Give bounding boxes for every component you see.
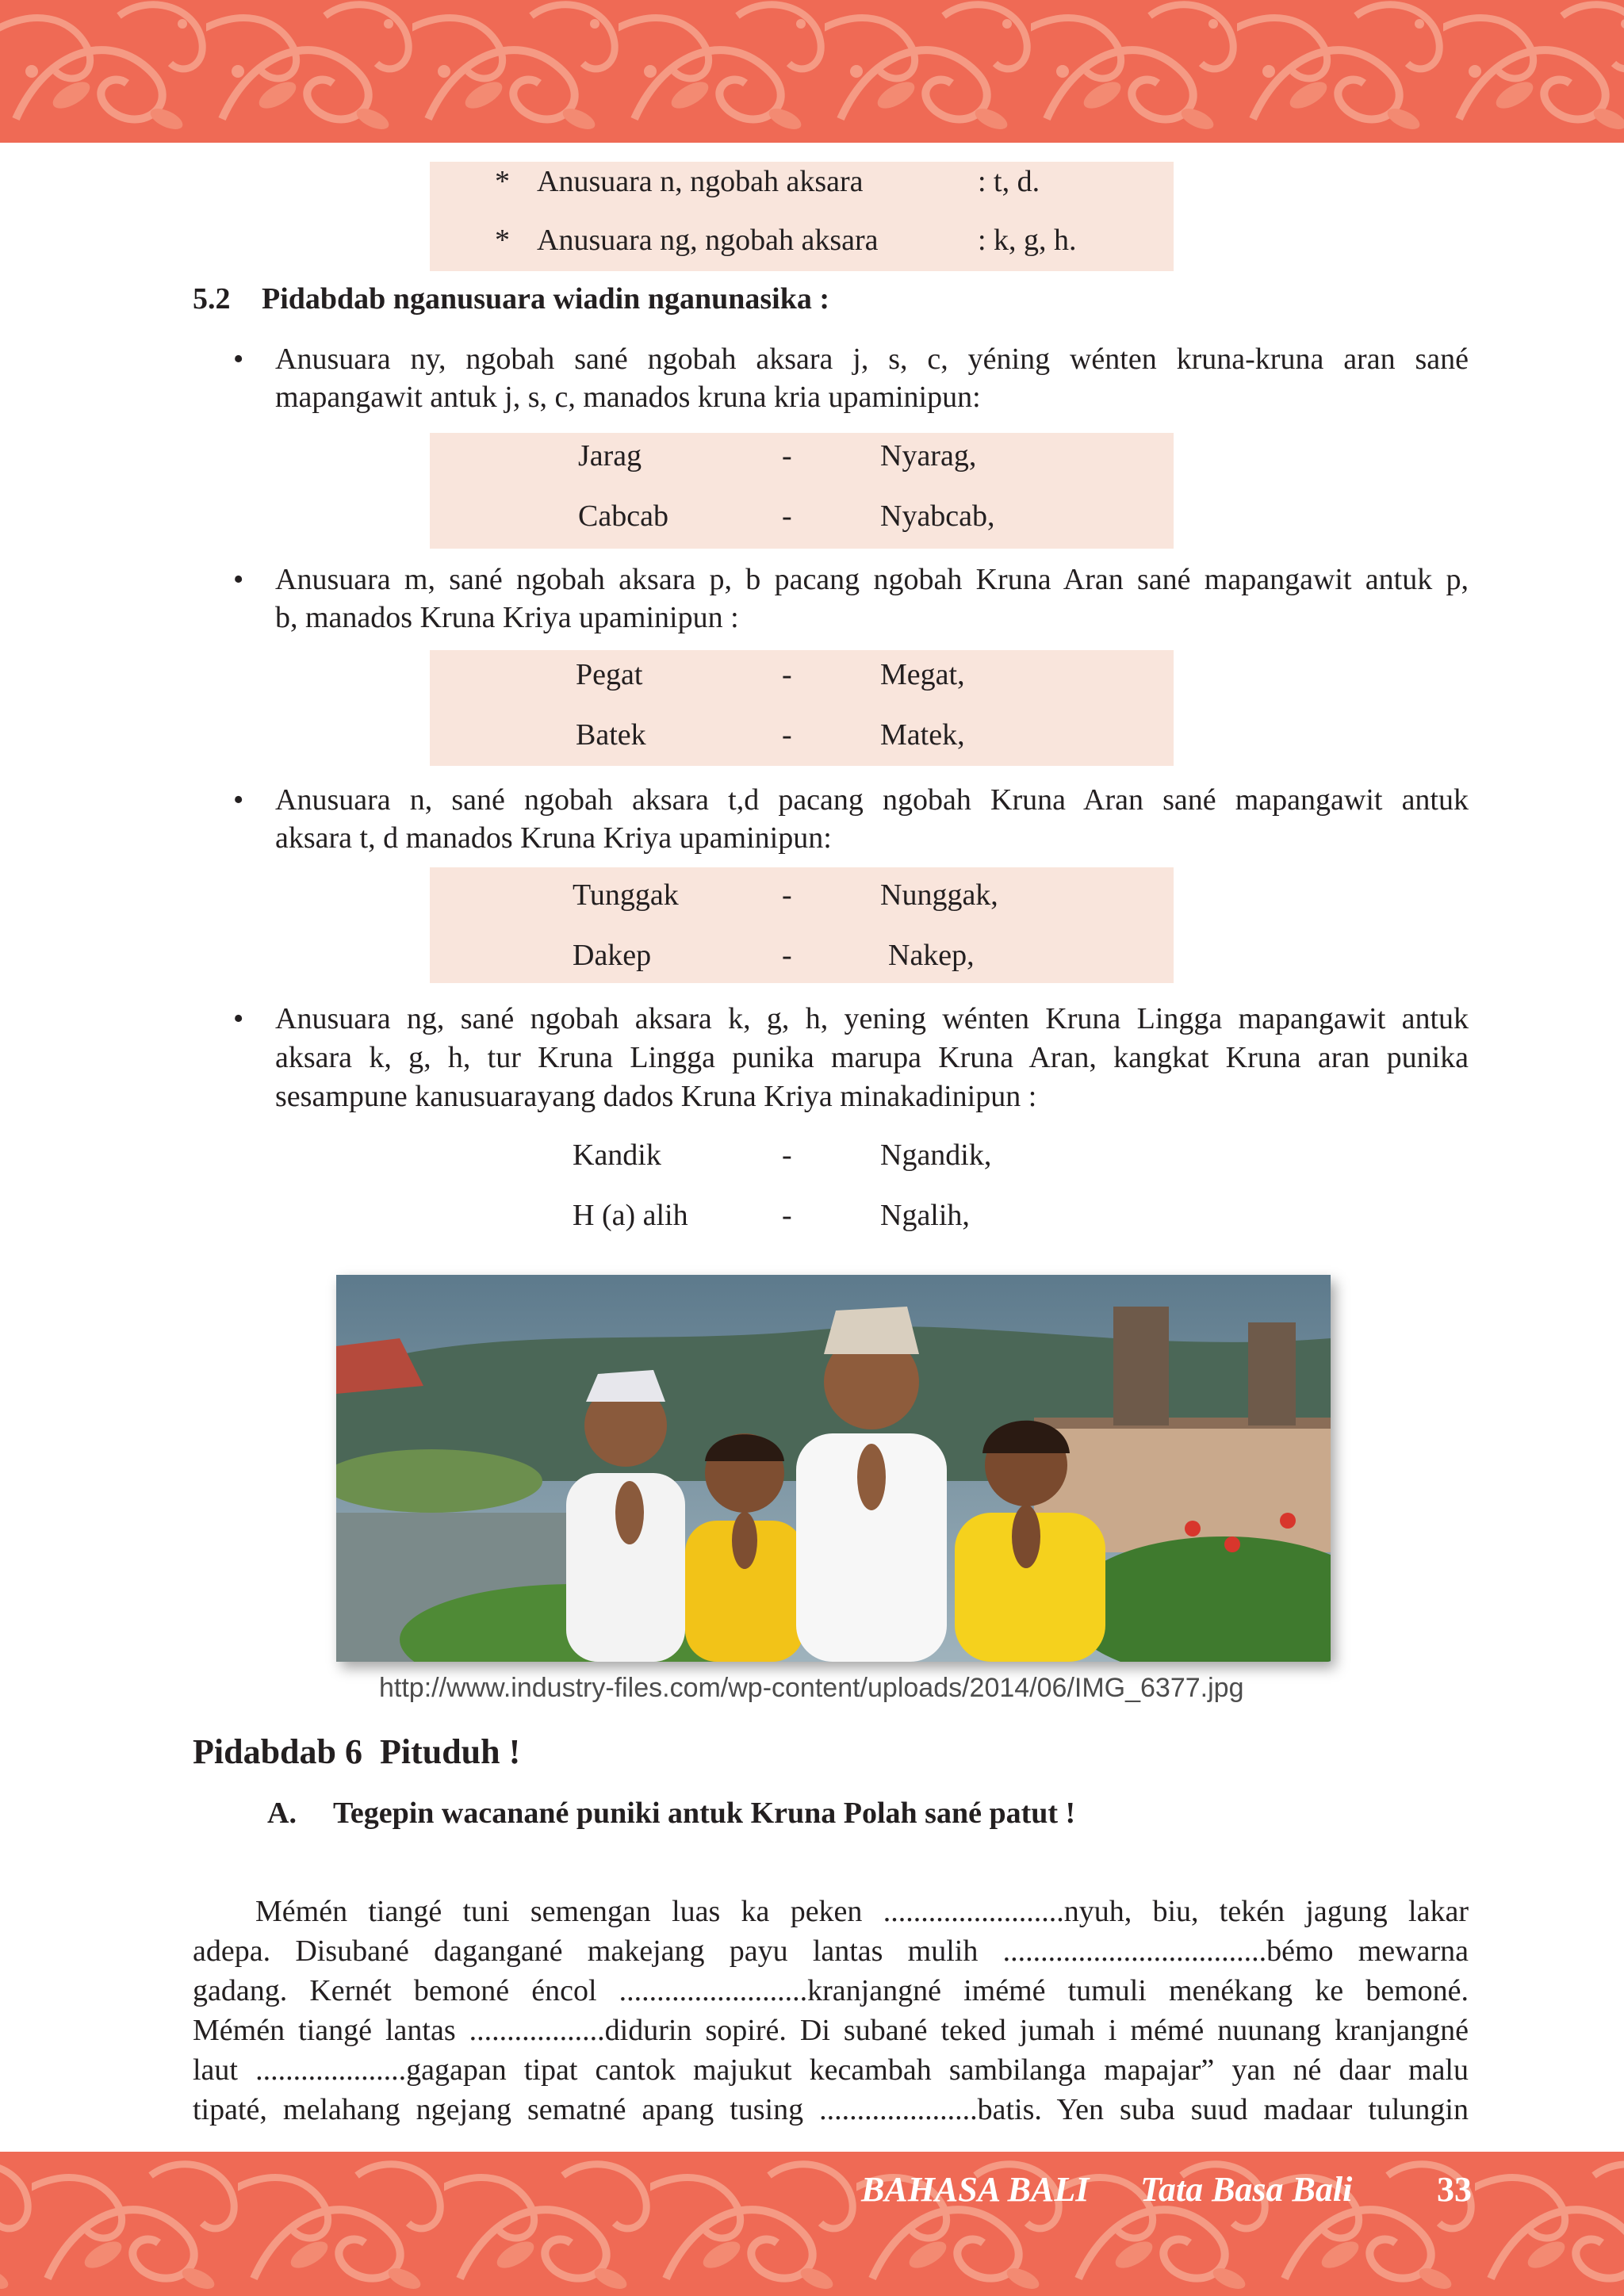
exercise-line: adepa. Disubané dagangané makejang payu lantas mulih ...................................bémo mewarna — [193, 1934, 1469, 1968]
example-result: Nyabcab, — [880, 499, 995, 533]
example-result: Nyarag, — [880, 439, 977, 473]
example-dash: - — [782, 878, 792, 912]
example-result: Nakep, — [888, 939, 975, 972]
exercise-line: gadang. Kernét bemoné éncol .........................kranjangné imémé tumuli menékang ke bemoné. — [193, 1974, 1469, 2007]
example-result: Ngalih, — [880, 1199, 970, 1232]
bottom-decorative-band — [0, 2152, 1624, 2296]
exercise-sub-letter: A. — [267, 1797, 297, 1830]
example-word: Pegat — [576, 658, 643, 691]
example-word: Tunggak — [573, 878, 679, 912]
bullet-marker: • — [233, 1002, 244, 1035]
example-dash: - — [782, 439, 792, 473]
example-result: Ngandik, — [880, 1138, 992, 1172]
page-number: 33 — [1437, 2170, 1472, 2209]
example-dash: - — [782, 939, 792, 972]
example-word: Jarag — [578, 439, 642, 473]
section-number: 5.2 — [193, 282, 231, 316]
batik-pattern-bottom — [0, 2152, 1624, 2296]
exercise-line: Mémén tiangé lantas ..................didurin sopiré. Di subané teked jumah i mémé nuunang kranjangné — [193, 2014, 1469, 2047]
example-dash: - — [782, 1138, 792, 1172]
bullet-marker: • — [233, 563, 244, 596]
exercise-line: Mémén tiangé tuni semengan luas ka peken ........................nyuh, biu, tekén jagung lakar — [255, 1895, 1469, 1928]
bullet-line: Anusuara m, sané ngobah aksara p, b pacang ngobah Kruna Aran sané mapangawit antuk p, — [275, 563, 1469, 596]
example-word: H (a) alih — [573, 1199, 688, 1232]
footer-book-title: BAHASA BALI — [861, 2170, 1090, 2209]
photo-illustration — [336, 1275, 1331, 1662]
table-value: : k, g, h. — [978, 224, 1077, 257]
bullet-line: Anusuara ng, sané ngobah aksara k, g, h, yening wénten Kruna Lingga mapangawit antuk — [275, 1002, 1469, 1035]
example-result: Megat, — [880, 658, 965, 691]
example-result: Nunggak, — [880, 878, 998, 912]
example-word: Kandik — [573, 1138, 661, 1172]
example-dash: - — [782, 499, 792, 533]
photo-caption: http://www.industry-files.com/wp-content/uploads/2014/06/IMG_6377.jpg — [379, 1673, 1244, 1703]
table-value: : t, d. — [978, 165, 1040, 198]
table-mark: * — [495, 165, 510, 198]
batik-pattern-top — [0, 0, 1624, 143]
bullet-line: Anusuara ny, ngobah sané ngobah aksara j, s, c, yéning wénten kruna-kruna aran sané — [275, 342, 1469, 376]
example-word: Cabcab — [578, 499, 668, 533]
bullet-marker: • — [233, 783, 244, 817]
example-dash: - — [782, 1199, 792, 1232]
example-table — [430, 650, 1174, 766]
exercise-title: Pidabdab 6 Pituduh ! — [193, 1732, 521, 1771]
balinese-children-photo — [336, 1275, 1331, 1662]
example-word: Batek — [576, 718, 646, 752]
example-dash: - — [782, 658, 792, 691]
top-decorative-band — [0, 0, 1624, 143]
bullet-line: aksara k, g, h, tur Kruna Lingga punika marupa Kruna Aran, kangkat Kruna aran punika — [275, 1041, 1469, 1074]
exercise-sub-title: Tegepin wacanané puniki antuk Kruna Polah sané patut ! — [333, 1797, 1076, 1830]
example-word: Dakep — [573, 939, 652, 972]
bullet-line: b, manados Kruna Kriya upaminipun : — [275, 601, 739, 634]
exercise-line: laut ....................gagapan tipat cantok majukut kecambah sambilanga mapajar” yan né daar malu — [193, 2053, 1469, 2087]
exercise-line: tipaté, melahang ngejang sematné apang tusing .....................batis. Yen suba suud madaar tulungin — [193, 2093, 1469, 2126]
table-label: Anusuara ng, ngobah aksara — [537, 224, 879, 257]
example-result: Matek, — [880, 718, 965, 752]
bullet-line: mapangawit antuk j, s, c, manados kruna kria upaminipun: — [275, 381, 981, 414]
bullet-line: aksara t, d manados Kruna Kriya upaminipun: — [275, 821, 832, 855]
bullet-line: sesampune kanusuarayang dados Kruna Kriya minakadinipun : — [275, 1080, 1037, 1113]
example-table — [430, 867, 1174, 983]
example-table — [430, 433, 1174, 549]
table-label: Anusuara n, ngobah aksara — [537, 165, 864, 198]
section-title: Pidabdab nganusuara wiadin nganunasika : — [262, 282, 829, 316]
footer-subtitle: Tata Basa Bali — [1140, 2170, 1353, 2209]
table-mark: * — [495, 224, 510, 257]
bullet-marker: • — [233, 342, 244, 376]
bullet-line: Anusuara n, sané ngobah aksara t,d pacang ngobah Kruna Aran sané mapangawit antuk — [275, 783, 1469, 817]
example-dash: - — [782, 718, 792, 752]
